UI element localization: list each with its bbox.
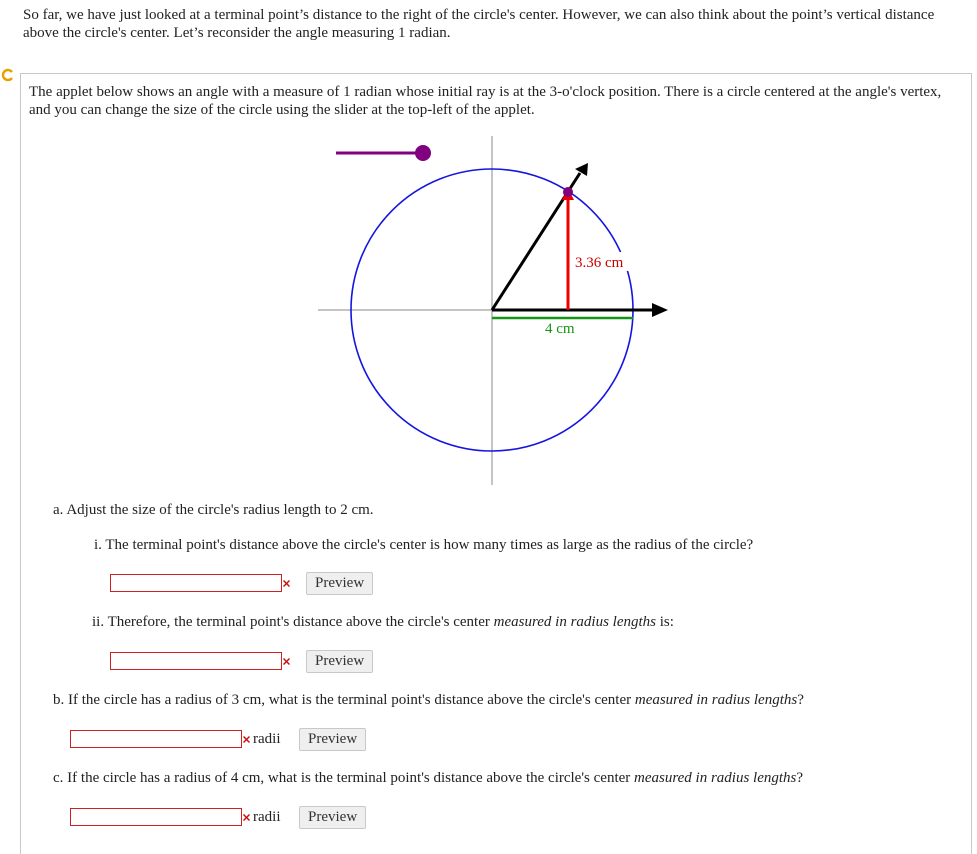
angle-applet[interactable]	[300, 130, 680, 490]
question-b-suffix: ?	[797, 692, 804, 708]
question-a-ii	[92, 614, 674, 631]
question-a: a. Adjust the size of the circle's radius length to 2 cm.	[53, 502, 374, 518]
answer-c-input[interactable]	[70, 808, 242, 826]
reload-icon[interactable]	[1, 68, 15, 82]
vertical-distance-label: 3.36 cm	[575, 255, 624, 271]
preview-c-button[interactable]: Preview	[299, 806, 366, 829]
intro-text: So far, we have just looked at a terminal point’s distance to the right of the circle's center. However, we can also think about the point’s vertical distance above the circle's center. Let’s reconsider the angle measuring 1 radian.	[23, 7, 935, 41]
question-c-prefix: c. If the circle has a radius of 4 cm, what is the terminal point's distance above the circle's center	[53, 770, 635, 786]
answer-b-input[interactable]	[70, 730, 242, 748]
question-b-emphasis: measured in radius lengths	[634, 692, 798, 708]
question-b-prefix: b. If the circle has a radius of 3 cm, what is the terminal point's distance above the circle's center	[53, 692, 635, 708]
preview-a-ii-button[interactable]: Preview	[306, 650, 373, 673]
answer-c-unit: radii	[253, 809, 281, 825]
answer-a-ii-input[interactable]	[110, 652, 282, 670]
question-a-ii-emphasis: measured in radius lengths	[493, 614, 656, 630]
question-a-ii-prefix: ii. Therefore, the terminal point's distance above the circle's center	[92, 614, 494, 630]
question-c-emphasis: measured in radius lengths	[634, 770, 797, 786]
radius-slider-handle[interactable]	[415, 145, 431, 161]
question-c-suffix: ?	[796, 770, 804, 786]
question-a-i: i. The terminal point's distance above the circle's center is how many times as large as the radius of the circle?	[94, 537, 754, 553]
answer-a-i-input[interactable]	[110, 574, 282, 592]
initial-ray-arrowhead	[652, 303, 668, 317]
preview-b-button[interactable]: Preview	[299, 728, 366, 751]
applet-description: The applet below shows an angle with a measure of 1 radian whose initial ray is at the 3-o'clock position. There is a circle centered at the angle's vertex, and you can change the size of the circle using the slider at the top-left of the applet.	[29, 84, 942, 118]
question-c	[53, 770, 803, 787]
question-a-ii-suffix: is:	[656, 614, 674, 630]
question-b	[53, 692, 804, 709]
answer-b-unit: radii	[253, 731, 281, 747]
preview-a-i-button[interactable]: Preview	[306, 572, 373, 595]
horizontal-distance-label: 4 cm	[545, 321, 575, 337]
terminal-point[interactable]	[563, 187, 573, 197]
terminal-ray-arrowhead	[575, 163, 588, 176]
